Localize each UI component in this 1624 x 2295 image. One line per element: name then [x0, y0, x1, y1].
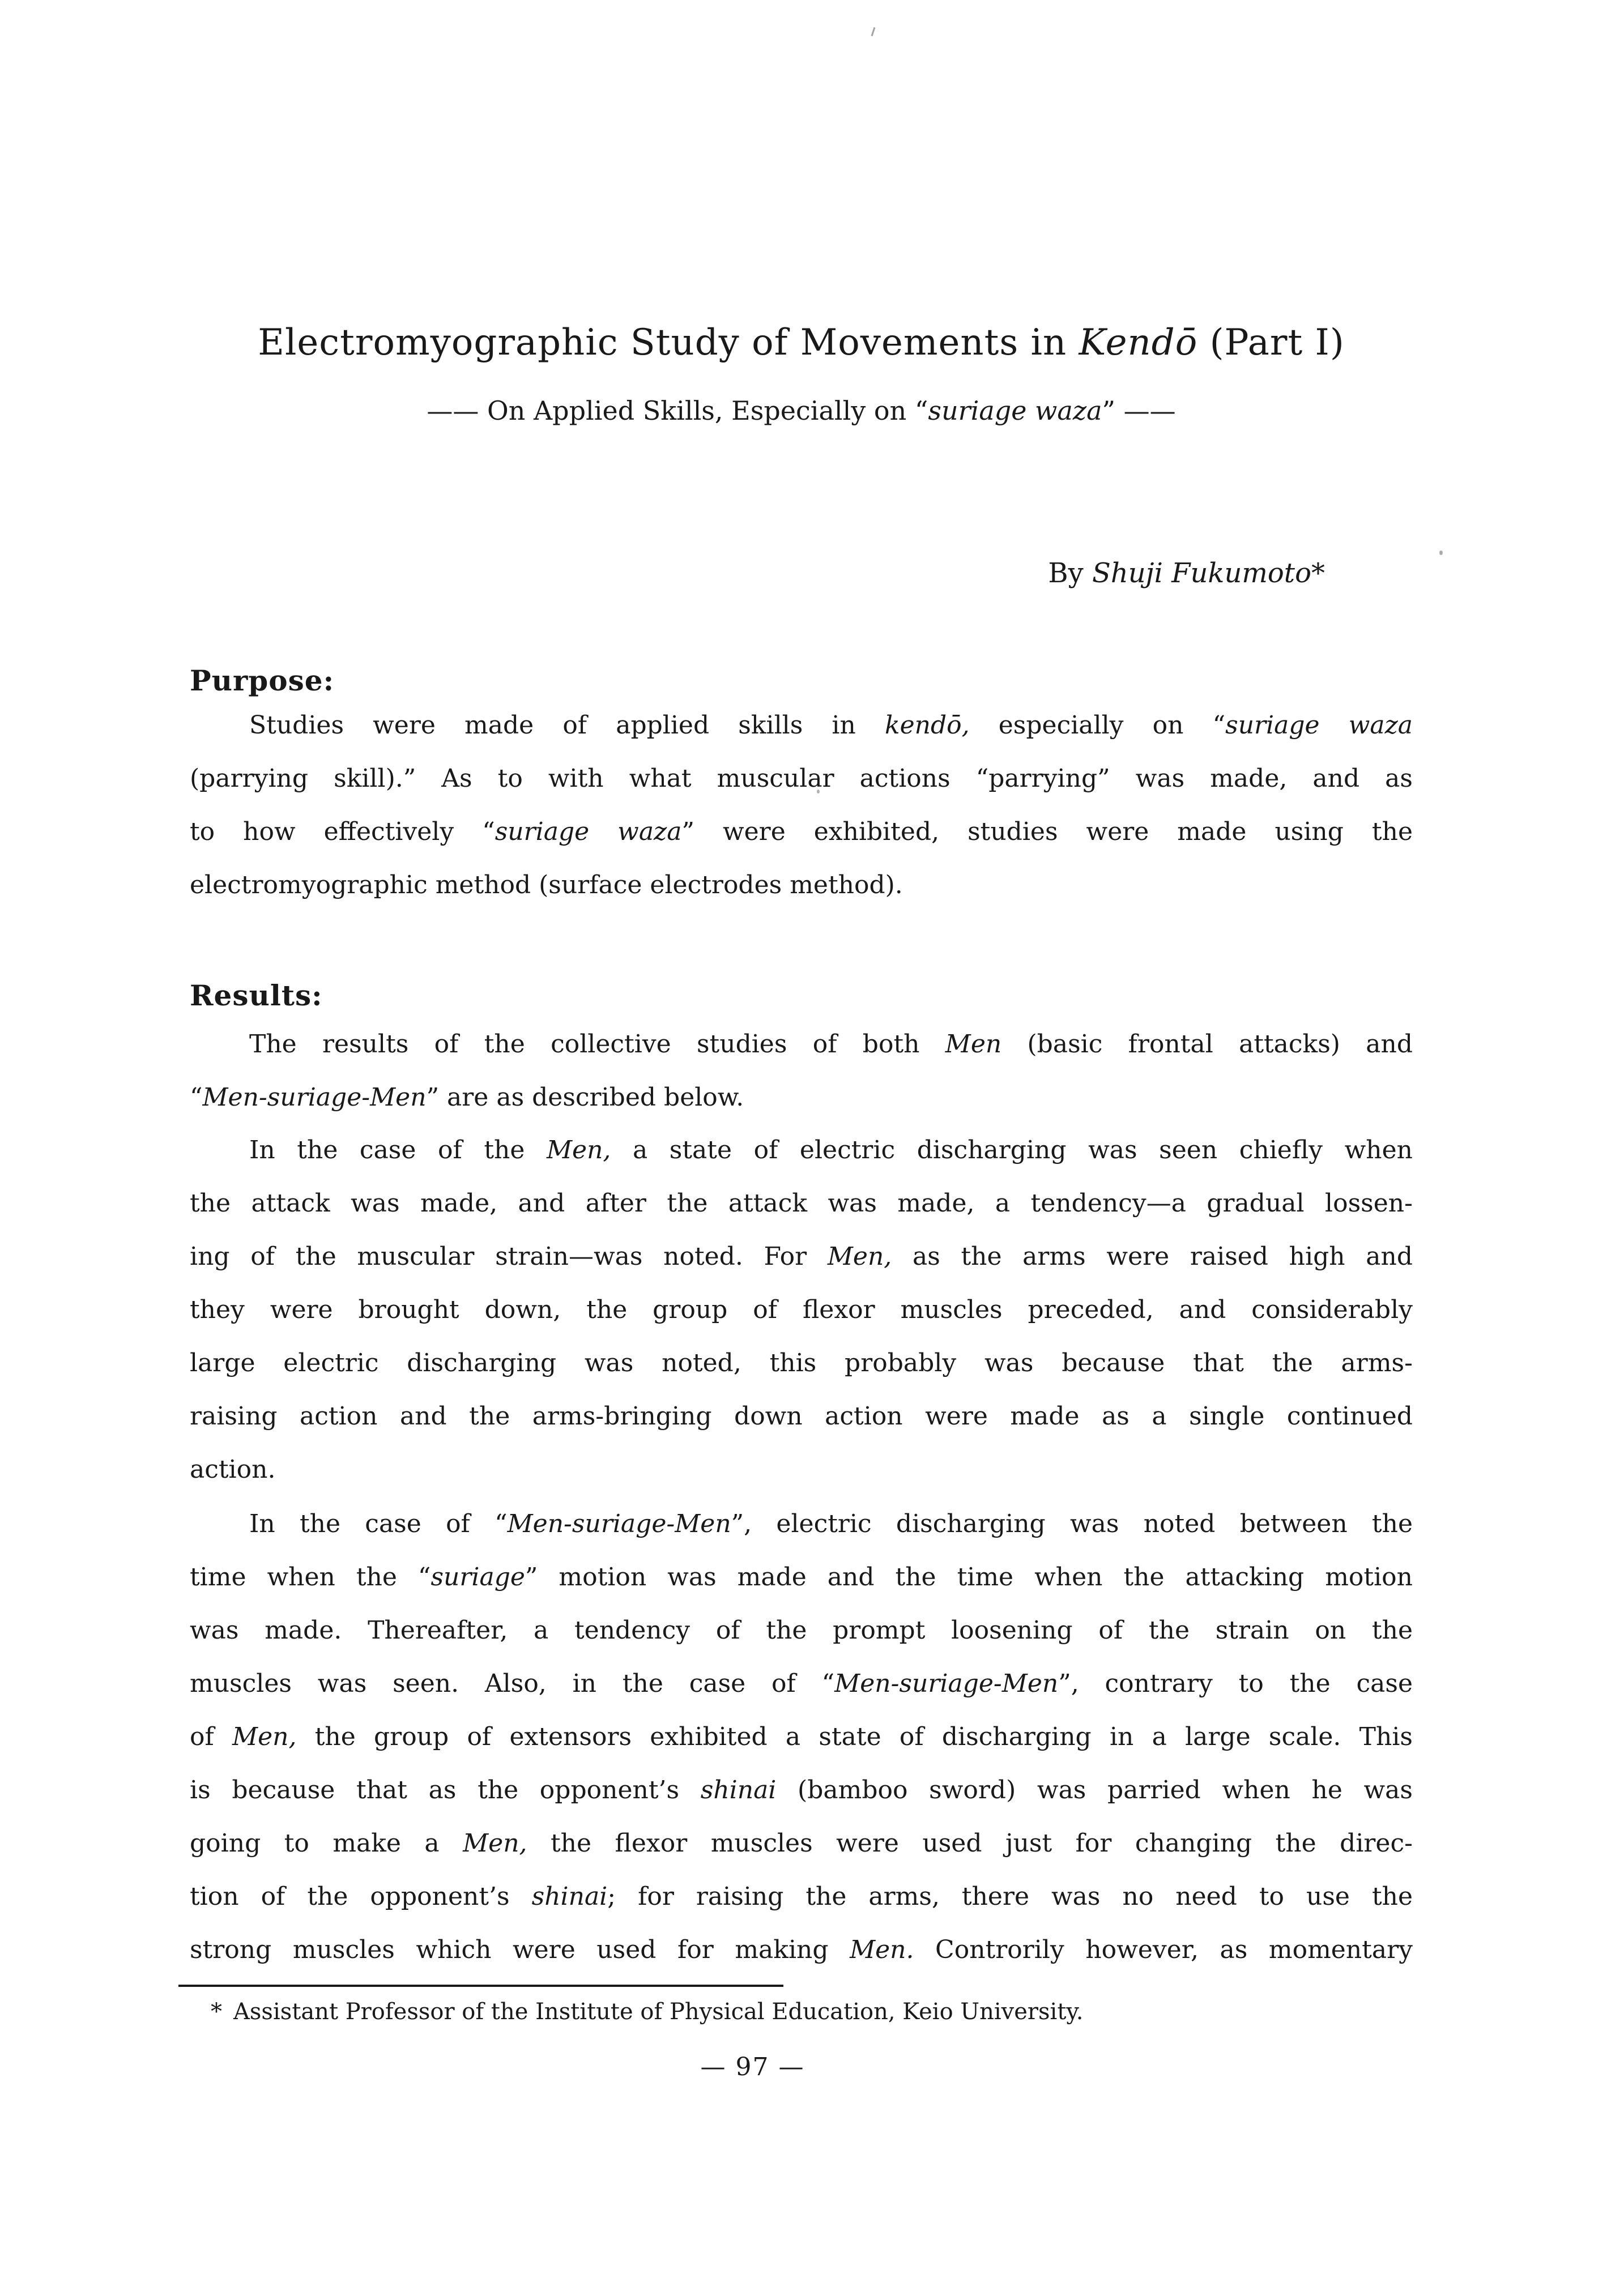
italic-text: Men,: [463, 1829, 527, 1858]
text: ; for raising the arms, there was no need to use the: [607, 1882, 1413, 1911]
text: the group of extensors exhibited a state of discharging in a large scale. This: [296, 1722, 1413, 1751]
text: The results of the collective studies of both: [249, 1030, 945, 1059]
footnote-rule: [178, 1985, 783, 1987]
text-line: [190, 805, 1413, 859]
text: —— On Applied Skills, Especially on “: [427, 395, 928, 426]
italic-text: suriage waza: [1225, 711, 1413, 740]
text: tion of the opponent’s: [190, 1882, 532, 1911]
italic-text: suriage: [430, 1563, 525, 1592]
results-paragraph-2: [190, 1124, 1413, 1496]
scan-artifact: [871, 27, 876, 36]
italic-text: Men,: [546, 1136, 611, 1164]
text-line: [190, 1657, 1413, 1710]
text-line: [190, 1124, 1413, 1177]
text: electromyographic method (surface electrodes method).: [190, 871, 903, 899]
text: a state of electric discharging was seen chiefly when: [611, 1136, 1413, 1164]
text-line: [190, 1390, 1413, 1443]
italic-text: shinai: [700, 1776, 777, 1805]
text: Controrily however, as momentary: [914, 1935, 1413, 1964]
text: large electric discharging was noted, this probably was because that the arms-: [190, 1349, 1413, 1377]
italic-text: Men,: [232, 1722, 297, 1751]
italic-text: Shuji Fukumoto*: [1092, 557, 1325, 589]
italic-text: Men.: [850, 1935, 914, 1964]
italic-text: Kendō: [1079, 322, 1198, 364]
scan-artifact: [1439, 551, 1443, 555]
text: ” are as described below.: [426, 1083, 744, 1112]
text-line: [190, 1018, 1413, 1071]
text: In the case of the: [249, 1136, 547, 1164]
italic-text: Men: [945, 1030, 1002, 1059]
text-line: [190, 859, 1413, 912]
text-line: [190, 1071, 1413, 1124]
text: ” motion was made and the time when the attacking motion: [525, 1563, 1413, 1592]
text: ing of the muscular strain—was noted. For: [190, 1242, 828, 1271]
italic-text: Men-suriage-Men: [834, 1669, 1059, 1698]
italic-text: suriage waza: [495, 817, 682, 846]
section-heading-purpose: Purpose:: [190, 664, 335, 697]
text: ” ——: [1102, 395, 1176, 426]
text-line: [190, 1923, 1413, 1977]
text: time when the “: [190, 1563, 431, 1592]
text-line: [190, 1443, 1413, 1496]
text: the attack was made, and after the attack was made, a tendency—a gradual lossen-: [190, 1189, 1413, 1218]
purpose-paragraph: [190, 699, 1413, 912]
text: to how effectively “: [190, 817, 495, 846]
text: is because that as the opponent’s: [190, 1776, 701, 1805]
text: ” were exhibited, studies were made using the: [681, 817, 1413, 846]
text: (Part I): [1197, 322, 1345, 364]
italic-text: Men-suriage-Men: [202, 1083, 427, 1112]
footnote: [211, 1997, 1413, 2027]
text: (basic frontal attacks) and: [1001, 1030, 1413, 1059]
text: they were brought down, the group of flexor muscles preceded, and considerably: [190, 1295, 1413, 1324]
text-line: [190, 1551, 1413, 1604]
text: By: [1048, 557, 1092, 589]
italic-text: kendō,: [884, 711, 970, 740]
text-line: [190, 1870, 1413, 1923]
italic-text: Men-suriage-Men: [507, 1509, 731, 1538]
results-paragraph-3: [190, 1498, 1413, 1977]
text: ”, electric discharging was noted between the: [731, 1509, 1413, 1538]
text-line: [190, 1283, 1413, 1337]
italic-text: Men,: [827, 1242, 892, 1271]
page-number: — 97 —: [700, 2053, 805, 2081]
text: going to make a: [190, 1829, 463, 1858]
page-subtitle: [190, 396, 1413, 425]
text: In the case of “: [249, 1509, 508, 1538]
text-line: [190, 1337, 1413, 1390]
text: of: [190, 1722, 233, 1751]
text: (parrying skill).” As to with what muscular actions “parrying” was made, and as: [190, 764, 1413, 793]
text-line: [190, 1498, 1413, 1551]
text-line: [190, 1604, 1413, 1657]
text: Studies were made of applied skills in: [249, 711, 885, 740]
text: was made. Thereafter, a tendency of the prompt loosening of the strain on the: [190, 1616, 1413, 1645]
text-line: [190, 752, 1413, 805]
text: the flexor muscles were used just for changing the direc-: [527, 1829, 1413, 1858]
text-line: [190, 1230, 1413, 1283]
text: “: [190, 1083, 203, 1112]
text-line: [190, 1177, 1413, 1230]
text: especially on “: [969, 711, 1226, 740]
text: muscles was seen. Also, in the case of “: [190, 1669, 835, 1698]
text-line: [190, 699, 1413, 752]
text: ”, contrary to the case: [1058, 1669, 1413, 1698]
text: * Assistant Professor of the Institute of Physical Education, Keio University.: [211, 1999, 1084, 2025]
text-line: [190, 1817, 1413, 1870]
text: action.: [190, 1455, 276, 1484]
results-paragraph-1: [190, 1018, 1413, 1124]
text: (bamboo sword) was parried when he was: [776, 1776, 1413, 1805]
section-heading-results: Results:: [190, 979, 323, 1012]
page-title: [190, 323, 1413, 362]
text-line: [190, 1710, 1413, 1764]
text: raising action and the arms-bringing down action were made as a single continued: [190, 1402, 1413, 1431]
text: strong muscles which were used for making: [190, 1935, 850, 1964]
italic-text: suriage waza: [928, 395, 1102, 426]
italic-text: shinai: [531, 1882, 608, 1911]
byline: [190, 558, 1413, 588]
text-line: [190, 1764, 1413, 1817]
text: as the arms were raised high and: [892, 1242, 1413, 1271]
text: Electromyographic Study of Movements in: [258, 322, 1079, 364]
